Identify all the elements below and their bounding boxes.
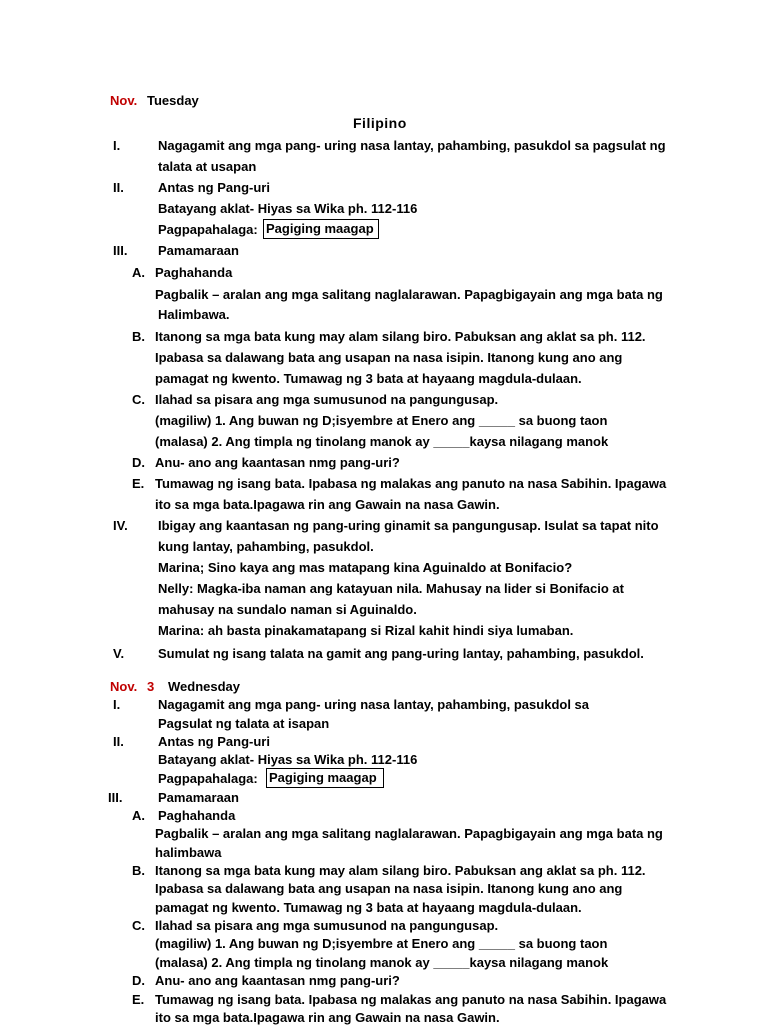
step-letter: D. — [132, 973, 145, 988]
step-letter: C. — [132, 918, 145, 933]
step-text: ito sa mga bata.Ipagawa rin ang Gawain na nasa Gawin. — [155, 497, 500, 512]
step-text: pamagat ng kwento. Tumawag ng 3 bata at hayaang magdula-dulaan. — [155, 371, 582, 386]
step-text: Ilahad sa pisara ang mga sumusunod na pangungusap. — [155, 392, 499, 407]
values-box: Pagiging maagap — [263, 219, 379, 239]
step-text: Halimbawa. — [158, 307, 230, 322]
assignment-text: Sumulat ng isang talata na gamit ang pang-uring lantay, pahambing, pasukdol. — [158, 646, 644, 661]
section-number: II. — [113, 180, 124, 195]
procedure-heading: Pamamaraan — [158, 243, 239, 258]
section-number: I. — [113, 138, 121, 153]
step-text: Itanong sa mga bata kung may alam silang biro. Pabuksan ang aklat sa ph. 112. — [155, 863, 646, 878]
section-number: I. — [113, 697, 121, 712]
evaluation-text: kung lantay, pahambing, pasukdol. — [158, 539, 374, 554]
step-heading: Paghahanda — [155, 265, 233, 280]
dialogue-line: mahusay na sundalo naman si Aguinaldo. — [158, 602, 417, 617]
day-name: Tuesday — [147, 93, 199, 108]
step-text: Anu- ano ang kaantasan nmg pang-uri? — [155, 973, 400, 988]
step-text: Ipabasa sa dalawang bata ang usapan na nasa isipin. Itanong kung ano ang — [155, 350, 623, 365]
step-text: Tumawag ng isang bata. Ipabasa ng malakas ang panuto na nasa Sabihin. Ipagawa — [155, 992, 667, 1007]
step-text: Tumawag ng isang bata. Ipabasa ng malakas ang panuto na nasa Sabihin. Ipagawa — [155, 476, 667, 491]
step-text: Anu- ano ang kaantasan nmg pang-uri? — [155, 455, 400, 470]
date-month: Nov. — [110, 93, 138, 108]
step-text: Itanong sa mga bata kung may alam silang biro. Pabuksan ang aklat sa ph. 112. — [155, 329, 646, 344]
example-sentence: (magiliw) 1. Ang buwan ng D;isyembre at Enero ang _____ sa buong taon — [155, 413, 608, 428]
section-number: III. — [113, 243, 128, 258]
dialogue-line: Marina; Sino kaya ang mas matapang kina Aguinaldo at Bonifacio? — [158, 560, 573, 575]
step-text: halimbawa — [155, 845, 222, 860]
step-letter: B. — [132, 863, 145, 878]
example-sentence: (malasa) 2. Ang timpla ng tinolang manok ay _____kaysa nilagang manok — [155, 955, 609, 970]
dialogue-line: Nelly: Magka-iba naman ang katayuan nila. Mahusay na lider si Bonifacio at — [158, 581, 624, 596]
objective-text: Nagagamit ang mga pang- uring nasa lantay, pahambing, pasukdol sa — [158, 697, 590, 712]
reference-text: Batayang aklat- Hiyas sa Wika ph. 112-116 — [158, 752, 418, 767]
values-label: Pagpapahalaga: — [158, 222, 258, 237]
date-number: 3 — [147, 679, 155, 694]
step-text: Pagbalik – aralan ang mga salitang naglalarawan. Papagbigayain ang mga bata ng — [155, 826, 663, 841]
example-sentence: (magiliw) 1. Ang buwan ng D;isyembre at Enero ang _____ sa buong taon — [155, 936, 608, 951]
reference-text: Batayang aklat- Hiyas sa Wika ph. 112-116 — [158, 201, 418, 216]
example-sentence: (malasa) 2. Ang timpla ng tinolang manok ay _____kaysa nilagang manok — [155, 434, 609, 449]
objective-text: Pagsulat ng talata at isapan — [158, 716, 330, 731]
objective-text: Nagagamit ang mga pang- uring nasa lantay, pahambing, pasukdol sa pagsulat ng — [158, 138, 666, 153]
step-letter: D. — [132, 455, 145, 470]
subject-matter-text: Antas ng Pang-uri — [158, 734, 270, 749]
procedure-heading: Pamamaraan — [158, 790, 239, 805]
step-letter: E. — [132, 476, 145, 491]
step-letter: A. — [132, 808, 145, 823]
date-month: Nov. — [110, 679, 138, 694]
section-number: II. — [113, 734, 124, 749]
day-name: Wednesday — [168, 679, 241, 694]
step-text: ito sa mga bata.Ipagawa rin ang Gawain na nasa Gawin. — [155, 1010, 500, 1025]
step-heading: Paghahanda — [158, 808, 236, 823]
values-label: Pagpapahalaga: — [158, 771, 258, 786]
step-letter: E. — [132, 992, 145, 1007]
step-text: Ilahad sa pisara ang mga sumusunod na pangungusap. — [155, 918, 499, 933]
step-text: Pagbalik – aralan ang mga salitang naglalarawan. Papagbigayain ang mga bata ng — [155, 287, 663, 302]
dialogue-line: Marina: ah basta pinakamatapang si Rizal kahit hindi siya lumaban. — [158, 623, 574, 638]
subject-matter-text: Antas ng Pang-uri — [158, 180, 270, 195]
subject-title: Filipino — [353, 115, 407, 131]
section-number: III. — [108, 790, 123, 805]
step-letter: B. — [132, 329, 145, 344]
section-number: IV. — [113, 518, 128, 533]
step-text: pamagat ng kwento. Tumawag ng 3 bata at hayaang magdula-dulaan. — [155, 900, 582, 915]
objective-text: talata at usapan — [158, 159, 257, 174]
step-letter: C. — [132, 392, 145, 407]
step-letter: A. — [132, 265, 145, 280]
evaluation-text: Ibigay ang kaantasan ng pang-uring ginamit sa pangungusap. Isulat sa tapat nito — [158, 518, 659, 533]
step-text: Ipabasa sa dalawang bata ang usapan na nasa isipin. Itanong kung ano ang — [155, 881, 623, 896]
section-number: V. — [113, 646, 125, 661]
values-box: Pagiging maagap — [266, 768, 384, 788]
